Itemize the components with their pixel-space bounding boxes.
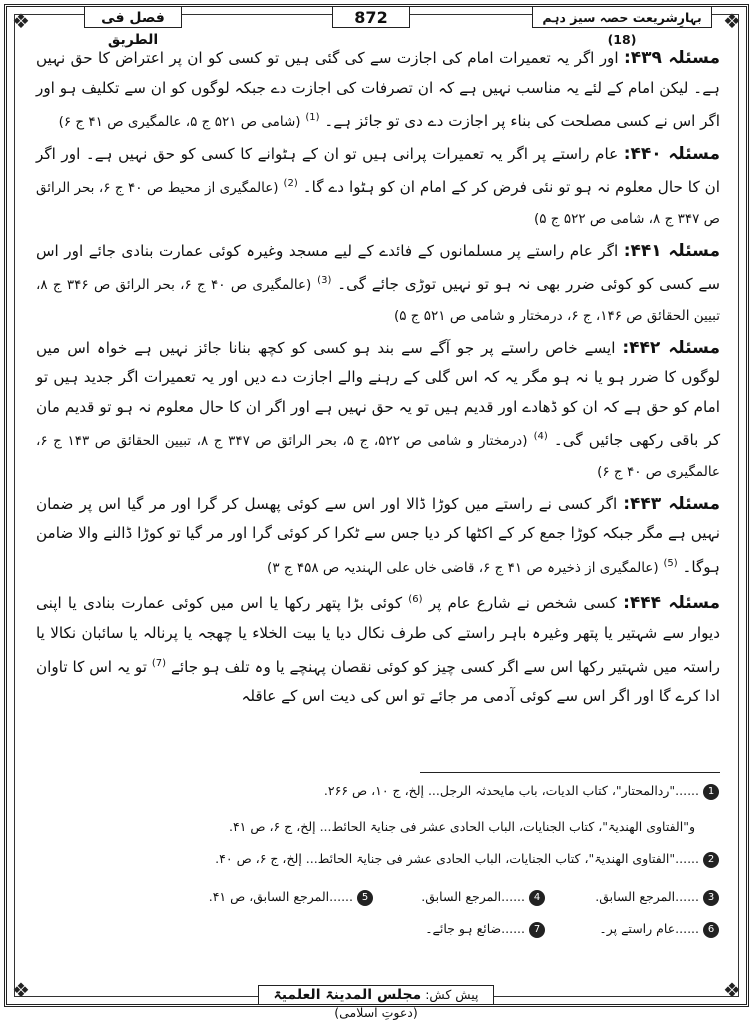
footnote-1-cont <box>229 818 695 836</box>
reference-list: (درمختار و شامی ص ۵۲۲، ج ۵، بحر الرائق ص ۳۴۷ ج ۸، تبیین الحقائق ص ۱۴۳ ج ۶، عالمگیری ص ۴۰ ج ۶) <box>36 433 720 480</box>
publisher-name: مجلس المدینۃ العلمیۃ <box>273 987 422 1003</box>
footnote-text: ......"ردالمحتار"، کتاب الدیات، باب مایحدثہ الرجل... إلخ، ج ۱۰، ص ۲۶۶. <box>323 783 699 798</box>
masala-label: مسئلہ ۴۴۴: <box>623 593 721 614</box>
reference-list: (عالمگیری ص ۴۰ ج ۶، بحر الرائق ص ۳۴۶ ج ۸، تبیین الحقائق ص ۱۴۶، ج ۶، درمختار و شامی ص ۵۲۱ ج ۵) <box>36 277 720 324</box>
masala-text: تو یہ اس کا تاوان ادا کرے گا اور اگر اس سے کوئی آدمی مر جائے تو اس کی دیت اس کے عاقلہ <box>36 657 720 706</box>
footnote-ref[interactable]: (5) <box>663 557 678 569</box>
masala-440 <box>36 140 720 235</box>
footnote-number-badge: 4 <box>529 890 545 906</box>
masala-text: کوئی بڑا پتھر رکھا یا اس میں کوئی عمارت بنادی یا اپنی دیوار سے شہتیر یا پتھر وغیرہ باہر راستے کی طرف نکال دیا یا بیت الخلاء یا چھجہ یا پرنالہ یا سائبان نکالا یا راستہ میں شہتیر رکھا اس سے اگر کسی چیز کو کوئی نقصان پہنچے یا وہ تلف ہو جائے <box>36 594 720 676</box>
book-title: بہارِشریعت حصہ سیز دہم (18) <box>532 6 712 28</box>
masala-label: مسئلہ ۴۴۰: <box>623 143 720 164</box>
footnote-3 <box>595 888 719 906</box>
footnote-divider <box>420 772 720 773</box>
footnote-text: ......المرجع السابق. <box>595 889 699 904</box>
section-title: فصل فی الطریق <box>84 6 182 28</box>
footnote-text: ......"الفتاوی الھندیۃ"، کتاب الجنایات، الباب الحادی عشر فی جنایۃ الحائط... إلخ، ج ۶، ص ۴۰. <box>215 851 699 866</box>
footnote-text: ......عام راستے پر۔ <box>599 921 699 936</box>
footnote-number-badge: 1 <box>703 784 719 800</box>
footnote-2 <box>215 850 719 868</box>
masala-439 <box>36 44 720 138</box>
masala-text: عام راستے پر اگر یہ تعمیرات پرانی ہیں تو ان کے ہٹوانے کا کسی کو حق نہیں ہے۔ اور اگر ان کا حال معلوم نہ ہو تو نئی فرض کر کے امام ان کو ہٹوا دے گا۔ <box>36 144 720 197</box>
footnote-4 <box>421 888 545 906</box>
footnote-text: ......المرجع السابق. <box>421 889 525 904</box>
footer-suffix: (دعوتِ اسلامی) <box>334 1005 418 1020</box>
reference-list: (عالمگیری از ذخیرہ ص ۴۱ ج ۶، قاضی خاں علی الہندیہ ص ۴۵۸ ج ۳) <box>267 559 659 576</box>
reference-list: (عالمگیری از محیط ص ۴۰ ج ۶، بحر الرائق ص ۳۴۷ ج ۸، شامی ص ۵۲۲ ج ۵) <box>36 180 720 228</box>
footnote-number-badge: 7 <box>529 922 545 938</box>
footnote-ref[interactable]: (2) <box>283 178 298 190</box>
footnote-ref[interactable]: (1) <box>305 112 320 124</box>
footnote-6 <box>599 920 719 938</box>
corner-ornament-icon: ❖ <box>12 9 30 33</box>
masala-label: مسئلہ ۴۴۱: <box>623 240 720 261</box>
footnote-text: ......ضائع ہو جائے۔ <box>425 921 525 936</box>
footnote-7 <box>425 920 545 938</box>
page-number: 872 <box>332 6 410 28</box>
footnote-ref[interactable]: (7) <box>151 657 167 669</box>
corner-ornament-icon: ❖ <box>12 978 30 1002</box>
masala-text: اگر کسی نے راستے میں کوڑا ڈالا اور اس سے کوئی پھسل کر گرا اور مر گیا اس پر ضمان نہیں ہے مگر جبکہ کوڑا جمع کر کے اکٹھا کر دیا جس سے ٹکرا کر کوئی گرا اور مر گیا تو کوڑا ڈالنے والا ضامن ہوگا۔ <box>36 494 720 576</box>
footnote-text: ......المرجع السابق، ص ۴۱. <box>208 889 353 904</box>
corner-ornament-icon: ❖ <box>723 9 741 33</box>
masala-label: مسئلہ ۴۳۹: <box>623 48 720 68</box>
masala-label: مسئلہ ۴۴۲: <box>622 337 720 358</box>
masala-444 <box>36 585 720 712</box>
masala-text: اگر عام راستے پر مسلمانوں کے فائدے کے لیے مسجد وغیرہ کوئی عمارت بنادی جائے اور اس سے کسی کو کوئی ضرر بھی نہ ہو تو نہیں توڑی جائے گی۔ <box>36 241 721 294</box>
footnote-ref[interactable]: (4) <box>533 431 548 443</box>
footnote-ref[interactable]: (3) <box>317 275 332 287</box>
masala-label: مسئلہ ۴۴۳: <box>623 493 720 514</box>
footnote-1 <box>324 782 719 800</box>
reference-list: (شامی ص ۵۲۱ ج ۵، عالمگیری ص ۴۱ ج ۶) <box>58 114 301 131</box>
masala-text: ایسے خاص راستے پر جو آگے سے بند ہو کسی کو کچھ بنانا جائز نہیں ہے خواہ اس میں لوگوں کا ضرر ہو یا نہ ہو مگر یہ کہ اس گلی کے رہنے والے اجازت دے دیں اور یہ تعمیرات اگر جدید ہیں تو امام کو حق ہے کہ ان کو ڈھادے اور قدیم ہیں تو یہ حق نہیں ہے اور اگر ان کا حال معلوم نہ ہو تو قدیم مان کر باقی رکھی جائیں گی۔ <box>36 338 721 450</box>
masala-443 <box>36 490 720 584</box>
footnote-5 <box>209 888 373 906</box>
masala-442 <box>36 334 720 488</box>
corner-ornament-icon: ❖ <box>723 978 741 1002</box>
masala-441 <box>36 237 720 332</box>
footnote-number-badge: 6 <box>703 922 719 938</box>
footer-prefix: پیش کش: <box>425 987 479 1002</box>
main-text <box>36 44 720 714</box>
footnote-ref[interactable]: (6) <box>408 594 423 606</box>
publisher-footer <box>258 985 494 1020</box>
footnote-text: و"الفتاوی الھندیۃ"، کتاب الجنایات، الباب الحادی عشر فی جنایۃ الحائط... إلخ، ج ۶، ص ۴۱. <box>228 819 695 834</box>
footnote-number-badge: 2 <box>703 852 719 868</box>
footnote-number-badge: 3 <box>703 890 719 906</box>
footnote-number-badge: 5 <box>357 890 373 906</box>
masala-text: اور اگر یہ تعمیرات امام کی اجازت سے کی گئی ہیں تو کسی کو ان پر اعتراض کا حق نہیں ہے۔ لیکن امام کے لئے یہ مناسب نہیں ہے کہ ان تصرفات کی اجازت دے جبکہ لوگوں کو ان سے تکلیف ہو اور اگر اس نے کسی مصلحت کی بناء پر اجازت دے دی تو جائز ہے۔ <box>36 49 720 131</box>
masala-text: کسی شخص نے شارع عام پر <box>428 594 617 613</box>
